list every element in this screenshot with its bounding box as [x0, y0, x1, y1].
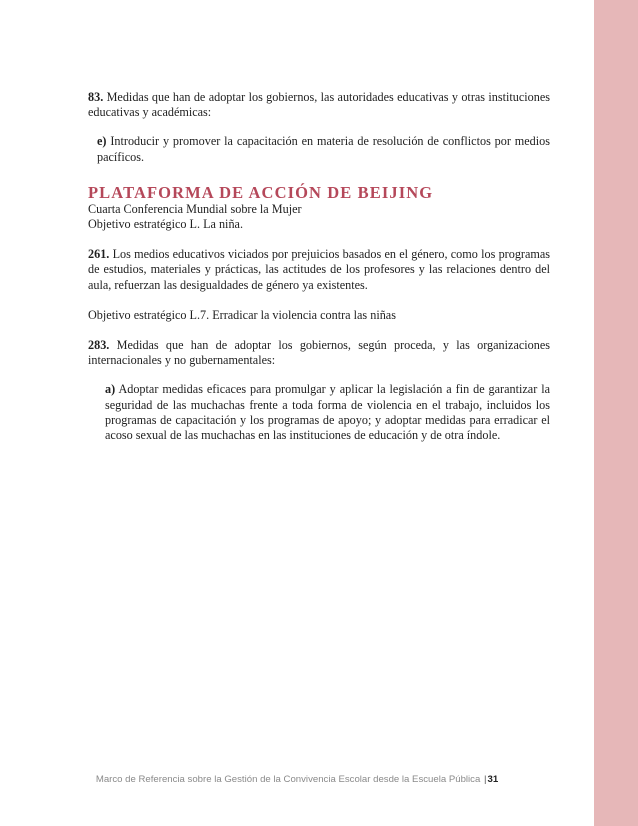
footer-separator: |	[484, 774, 487, 785]
item-text: Adoptar medidas eficaces para promulgar y aplicar la legislación a fin de garantizar la seguridad de las muchachas frente a toda forma de violencia en el trabajo, incluidos los programas de capacitación y los programas de apoyo; y adoptar medidas para erradicar el acoso sexual de las muchachas en las instituciones de educación y de otra índole.	[105, 382, 551, 443]
section-subtitle: Cuarta Conferencia Mundial sobre la Mujer	[88, 201, 302, 216]
list-item-e	[88, 134, 550, 164]
paragraph-number: 261.	[88, 247, 110, 262]
item-label: e)	[97, 134, 107, 149]
page-footer	[0, 774, 594, 785]
paragraph-83	[88, 90, 550, 120]
item-text: Introducir y promover la capacitación en materia de resolución de conflictos por medios pacíficos.	[97, 134, 550, 164]
paragraph-text: Los medios educativos viciados por prejuicios basados en el género, como los programas de estudios, materiales y prácticas, las actitudes de los profesores y las relaciones dentro del aula, refuerzan las desigualdades de género ya existentes.	[88, 247, 551, 292]
strategic-objective-l7: Objetivo estratégico L.7. Erradicar la violencia contra las niñas	[88, 307, 396, 322]
list-item-a	[88, 382, 550, 443]
item-label: a)	[105, 382, 116, 397]
page-content	[88, 90, 550, 443]
side-band	[594, 0, 638, 826]
paragraph-261	[88, 247, 550, 293]
paragraph-number: 283.	[88, 338, 110, 353]
strategic-objective: Objetivo estratégico L. La niña.	[88, 217, 243, 232]
paragraph-283	[88, 338, 550, 368]
footer-text: Marco de Referencia sobre la Gestión de la Convivencia Escolar desde la Escuela Pública	[95, 774, 481, 785]
paragraph-text: Medidas que han de adoptar los gobiernos, las autoridades educativas y otras instituciones educativas y académicas:	[88, 90, 550, 120]
paragraph-number: 83.	[88, 90, 104, 104]
paragraph-text: Medidas que han de adoptar los gobiernos, según proceda, y las organizaciones internacionales y no gubernamentales:	[88, 338, 550, 368]
section-heading: PLATAFORMA DE ACCIÓN DE BEIJING	[88, 182, 434, 202]
page-number: 31	[487, 774, 499, 785]
